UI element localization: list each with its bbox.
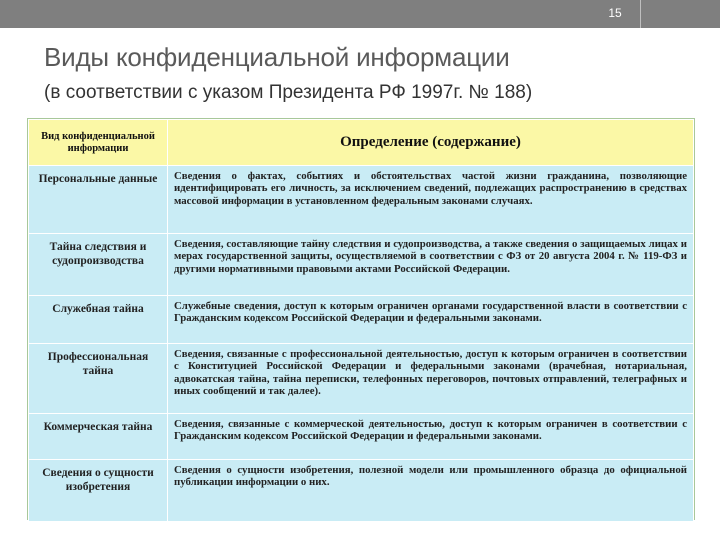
- page-number: 15: [608, 6, 622, 20]
- row-definition: Сведения о фактах, событиях и обстоятельствах частой жизни гражданина, позволяющие идентифицировать его личность, за исключением сведений, подлежащих распространению в средствах массовой информации в установленном федеральным законами случаях.: [168, 166, 694, 234]
- row-type-name: Сведения о сущности изобретения: [29, 460, 168, 522]
- row-definition: Сведения, связанные с коммерческой деятельностью, доступ к которым ограничен в соответствии с Гражданским кодексом Российской Федерации и федеральными законами.: [168, 414, 694, 460]
- table-header-row: [29, 120, 694, 166]
- table-row: [29, 234, 694, 296]
- row-definition: Служебные сведения, доступ к которым ограничен органами государственной власти в соответствии с Гражданским кодексом Российской Федерации и федеральными законами.: [168, 296, 694, 344]
- header-definition: Определение (содержание): [168, 120, 694, 166]
- table-row: [29, 414, 694, 460]
- row-type-name: Служебная тайна: [29, 296, 168, 344]
- info-types-table-container: [27, 118, 695, 520]
- row-definition: Сведения о сущности изобретения, полезной модели или промышленного образца до официальной публикации информации о них.: [168, 460, 694, 522]
- row-type-name: Тайна следствия и судопроизводства: [29, 234, 168, 296]
- row-definition: Сведения, связанные с профессиональной деятельностью, доступ к которым ограничен в соответствии с Конституцией Российской Федерации и федеральными законами (врачебная, нотариальная, адвокатская тайна, тайна переписки, телефонных переговоров, почтовых отправлений, телеграфных и иных сообщений и так далее).: [168, 344, 694, 414]
- row-type-name: Коммерческая тайна: [29, 414, 168, 460]
- header-type: Вид конфиденциальной информации: [29, 120, 168, 166]
- info-types-table: [28, 119, 694, 522]
- table-row: [29, 166, 694, 234]
- slide-top-bar: [0, 0, 720, 28]
- slide-title: Виды конфиденциальной информации: [44, 42, 510, 72]
- table-row: [29, 296, 694, 344]
- top-bar-divider: [640, 0, 641, 28]
- table-row: [29, 344, 694, 414]
- row-definition: Сведения, составляющие тайну следствия и судопроизводства, а также сведения о защищаемых лицах и мерах государственной защиты, осуществляемой в соответствии с ФЗ от 20 августа 2004 г. № 119-ФЗ и другими нормативными правовыми актами Российской Федерации.: [168, 234, 694, 296]
- slide-subtitle: (в соответствии с указом Президента РФ 1997г. № 188): [44, 82, 533, 103]
- table-row: [29, 460, 694, 522]
- row-type-name: Профессиональная тайна: [29, 344, 168, 414]
- row-type-name: Персональные данные: [29, 166, 168, 234]
